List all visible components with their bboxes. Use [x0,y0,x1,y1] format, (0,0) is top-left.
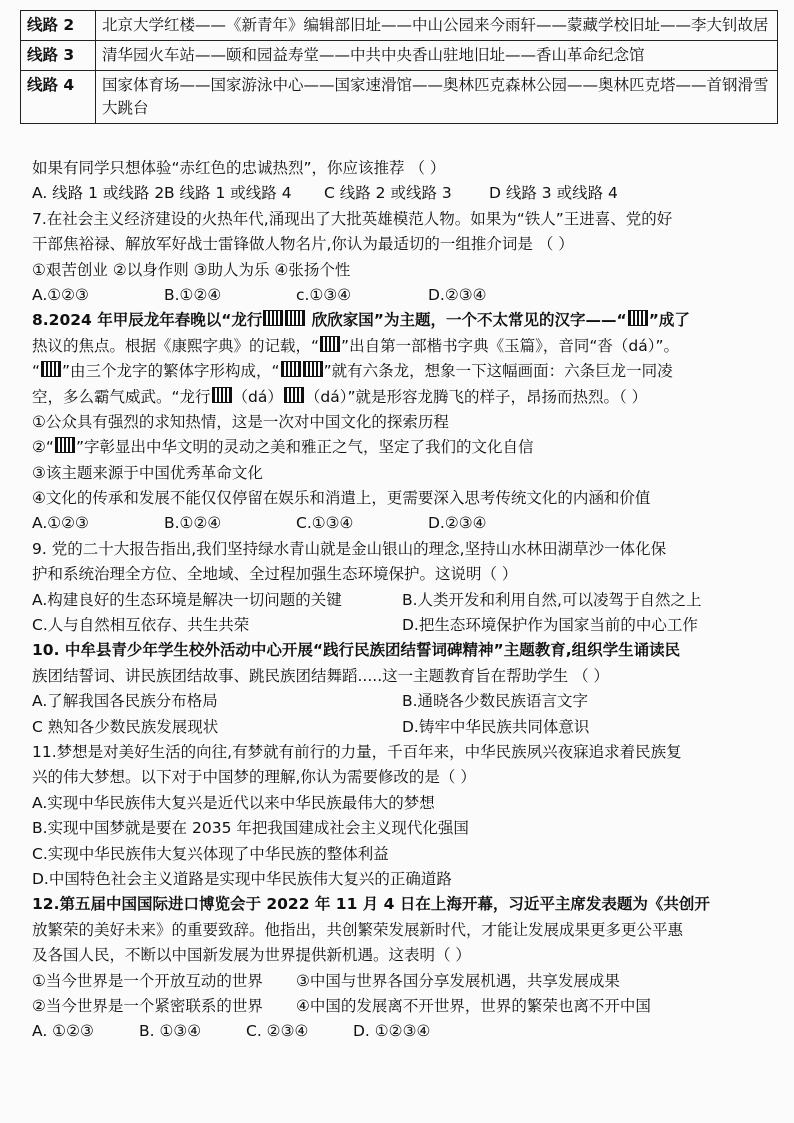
q10-options-row-1 [32,689,780,714]
q10-stem-2: 族团结誓词、讲民族团结故事、跳民族团结舞蹈.....这一主题教育旨在帮助学生 （ ） [32,666,609,685]
q8-item-1: ①公众具有强烈的求知热情，这是一次对中国文化的探索历程 [32,412,449,431]
option-b: B. ①③④ [139,1022,202,1041]
q11-option-d: D.中国特色社会主义道路是实现中华民族伟大复兴的正确道路 [32,869,452,888]
table-row [21,71,778,124]
q12-item-4: ④中国的发展离不开世界，世界的繁荣也离不开中国 [296,996,651,1015]
q12-item-1: ①当今世界是一个开放互动的世界 [32,971,263,990]
route-label: 线路 4 [21,71,96,124]
rare-character-glyph [55,437,75,453]
text: 8.2024 年甲辰龙年春晚以“龙行 [32,311,263,330]
q12-stem-3: 及各国人民，不断以中国新发展为世界提供新机遇。这表明（ ） [32,946,471,965]
option-a: A.了解我国各民族分布格局 [32,692,218,711]
rare-character-glyph [212,387,232,403]
q11-stem-1: 11.梦想是对美好生活的向往,有梦就有前行的力量，千百年来，中华民族夙兴夜寐追求着民族复 [32,742,682,761]
route-text: 北京大学红楼——《新青年》编辑部旧址——中山公园来今雨轩——蒙藏学校旧址——李大钊故居 [96,11,778,41]
option-d: D 线路 3 或线路 4 [489,184,618,203]
text: 空，多么霸气威武。“龙行 [32,387,211,406]
q9-options-row-1 [32,588,780,613]
q6-options [32,181,780,206]
q8-stem-4 [32,385,780,410]
option-d: D. ①②③④ [353,1022,431,1041]
q12-item-2: ②当今世界是一个紧密联系的世界 [32,996,263,1015]
q10-options-row-2 [32,715,780,740]
q6-stem: 如果有同学只想体验“赤红色的忠诚热烈”，你应该推荐 （ ） [32,159,446,177]
rare-character-glyph [284,387,304,403]
option-c: C.①③④ [296,514,354,533]
option-a: A.构建良好的生态环境是解决一切问题的关键 [32,590,342,609]
rare-character-glyph [263,310,283,326]
option-a: A. ①②③ [32,1022,94,1041]
route-text: 清华园火车站——颐和园益寿堂——中共中央香山驻地旧址——香山革命纪念馆 [96,41,778,71]
option-c: C. ②③④ [246,1022,309,1041]
route-label: 线路 2 [21,11,96,41]
text: 欣欣家国”为主题，一个不太常见的汉字——“ [306,311,627,330]
q11-stem-2: 兴的伟大梦想。以下对于中国梦的理解,你认为需要修改的是（ ） [32,768,476,787]
q12-item-3: ③中国与世界各国分享发展机遇，共享发展成果 [296,971,620,990]
option-a: A.①②③ [32,285,89,304]
option-b: B 线路 1 或线路 4 [164,184,292,203]
option-c: C.人与自然相互依存、共生共荣 [32,616,250,635]
questions [32,156,780,1045]
route-text: 国家体育场——国家游泳中心——国家速滑馆——奥林匹克森林公园——奥林匹克塔——首钢滑雪大跳台 [96,71,778,124]
rare-character-glyph [628,310,648,326]
text: ”就有六条龙，想象一下这幅画面：六条巨龙一同凌 [323,362,673,381]
q10-stem-1: 10. 中牟县青少年学生校外活动中心开展“践行民族团结誓词碑精神”主题教育,组织学生诵读民 [32,641,681,660]
option-b: B.①②④ [164,285,222,304]
q7-stem-2: 干部焦裕禄、解放军好战士雷锋做人物名片,你认为最适切的一组推介词是 （ ） [32,235,574,254]
option-c: c.①③④ [296,285,352,304]
text: “ [32,362,41,381]
table-row [21,41,778,71]
q8-options [32,511,780,536]
table-row [21,11,778,41]
rare-character-glyph [320,336,340,352]
option-c: C 线路 2 或线路 3 [324,184,452,203]
q8-item-3: ③该主题来源于中国优秀革命文化 [32,463,263,482]
q8-item-4: ④文化的传承和发展不能仅仅停留在娱乐和消遣上，更需要深入思考传统文化的内涵和价值 [32,489,651,508]
q8-item-2 [32,435,780,460]
text: ”出自第一部楷书字典《玉篇》，音同“沓（dá）”。 [341,336,679,355]
option-d: D.②③④ [428,285,487,304]
option-a: A.①②③ [32,514,89,533]
q7-options [32,283,780,308]
rare-character-glyph [285,310,305,326]
option-b: B.通晓各少数民族语言文字 [402,692,589,711]
text: ”字彰显出中华文明的灵动之美和雅正之气，坚定了我们的文化自信 [75,438,534,457]
text: 热议的焦点。根据《康熙字典》的记载，“ [32,336,320,355]
q12-items-row-2 [32,994,780,1019]
text: （dá） [232,387,283,406]
q9-options-row-2 [32,613,780,638]
q8-stem-1 [32,308,780,333]
route-label: 线路 3 [21,41,96,71]
text: ”成了 [648,311,690,330]
rare-character-glyph [41,361,61,377]
q12-items-row-1 [32,969,780,994]
rare-character-glyph [303,361,323,377]
option-b: B.人类开发和利用自然,可以凌驾于自然之上 [402,590,702,609]
q9-stem-2: 护和系统治理全方位、全地域、全过程加强生态环境保护。这说明（ ） [32,565,518,584]
text: ②“ [32,438,54,457]
option-d: D.把生态环境保护作为国家当前的中心工作 [402,616,698,635]
option-c: C 熟知各少数民族发展现状 [32,717,219,736]
q7-items: ①艰苦创业 ②以身作则 ③助人为乐 ④张扬个性 [32,260,351,279]
text: ”由三个龙字的繁体字形构成，“ [62,362,280,381]
q12-stem-1: 12.第五届中国国际进口博览会于 2022 年 11 月 4 日在上海开幕，习近平主席发表题为《共创开 [32,895,710,914]
q8-stem-3 [32,359,780,384]
option-d: D.铸牢中华民族共同体意识 [402,717,590,736]
q11-option-c: C.实现中华民族伟大复兴体现了中华民族的整体利益 [32,844,389,863]
option-b: B.①②④ [164,514,222,533]
q11-option-b: B.实现中国梦就是要在 2035 年把我国建成社会主义现代化强国 [32,819,469,838]
q7-stem-1: 7.在社会主义经济建设的火热年代,涌现出了大批英雄模范人物。如果为“铁人”王进喜、党的好 [32,209,673,228]
rare-character-glyph [281,361,301,377]
q11-option-a: A.实现中华民族伟大复兴是近代以来中华民族最伟大的梦想 [32,793,435,812]
text: （dá）”就是形容龙腾飞的样子，昂扬而热烈。（ ） [304,387,648,406]
routes-table [20,10,778,124]
q12-stem-2: 放繁荣的美好未来》的重要致辞。他指出，共创繁荣发展新时代，才能让发展成果更多更公平惠 [32,920,684,939]
q8-stem-2 [32,334,780,359]
q12-options [32,1019,780,1044]
q9-stem-1: 9. 党的二十大报告指出,我们坚持绿水青山就是金山银山的理念,坚持山水林田湖草沙一体化保 [32,539,667,558]
option-a: A. 线路 1 或线路 2 [32,184,165,203]
option-d: D.②③④ [428,514,487,533]
